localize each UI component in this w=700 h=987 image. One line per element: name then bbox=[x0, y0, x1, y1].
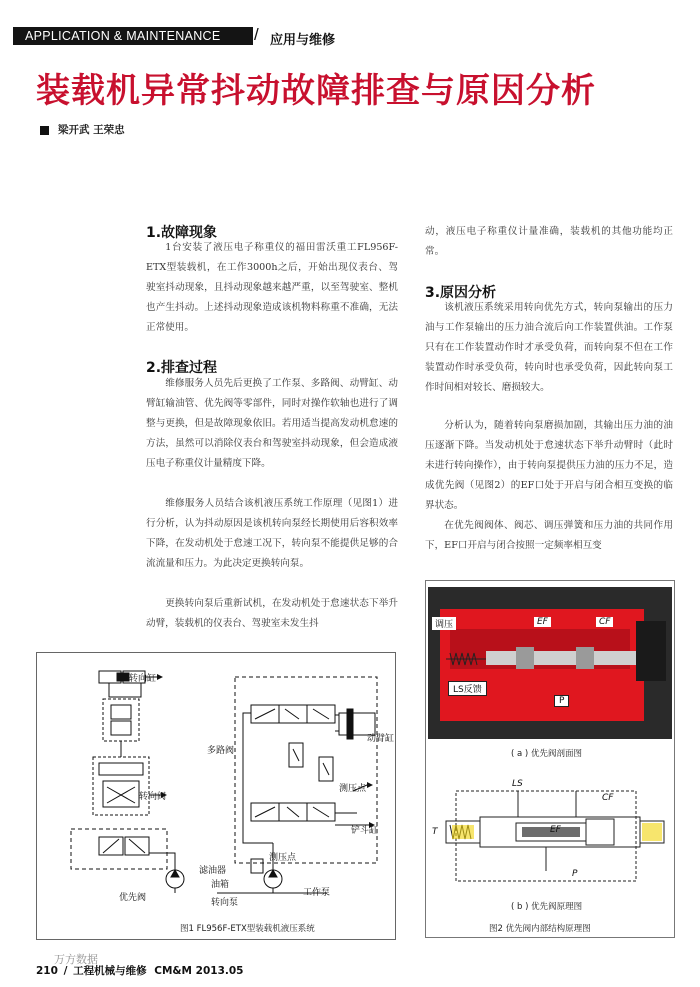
journal-name: 工程机械与维修 bbox=[73, 965, 147, 977]
section-2-paragraph-3-continued: 动，液压电子称重仪计量准确，装载机的其他功能均正常。 bbox=[425, 226, 673, 257]
label-bucket-cylinder: 铲斗缸 bbox=[351, 826, 379, 836]
label-t-port: T bbox=[432, 827, 438, 837]
page-number: 210 bbox=[36, 965, 58, 977]
watermark: 万方数据 bbox=[54, 953, 98, 966]
label-steering-valve: 转向阀 bbox=[139, 792, 167, 802]
figure-1-hydraulic-schematic bbox=[36, 652, 396, 940]
label-tank: 油箱 bbox=[211, 880, 230, 890]
label-boom-cylinder: 动臂缸 bbox=[367, 734, 395, 744]
label-ls-port-b: LS bbox=[512, 779, 523, 789]
label-test-point-2: 测压点 bbox=[269, 853, 297, 863]
section-2-paragraph-2: 维修服务人员结合该机液压系统工作原理（见图1）进行分析，认为抖动原因是该机转向泵经长期使用后容积效率下降，在发动机处于怠速工况下，转向泵不能提供足够的合流流量和压力。为此决定更换转向泵。 bbox=[146, 498, 398, 569]
label-steering-pump: 转向泵 bbox=[211, 898, 239, 908]
label-cf-port-a: CF bbox=[596, 617, 613, 627]
article-title: 装载机异常抖动故障排查与原因分析 bbox=[36, 71, 596, 111]
label-test-point-1: 测压点 bbox=[339, 784, 367, 794]
section-1-paragraph: 1台安装了液压电子称重仪的福田雷沃重工FL956F-ETX型装载机，在工作3000h之后，开始出现仪表台、驾驶室抖动现象，且抖动现象越来越严重，以至驾驶室、整机也产生抖动。上述抖动现象造成该机物料称重不准确，无法正常使用。 bbox=[146, 242, 398, 333]
journal-issue: CM&M 2013.05 bbox=[154, 965, 244, 977]
section-tag: 应用与维修 bbox=[270, 33, 336, 48]
section-band bbox=[13, 27, 253, 45]
section-2-paragraph-1: 维修服务人员先后更换了工作泵、多路阀、动臂缸、动臂缸输油管、优先阀等零部件，同时对操作软轴也进行了调整与更换，但是故障现象依旧。若用适当提高发动机怠速的方法，虽然可以消除仪表台和驾驶室抖动现象，但会造成液压电子称重仪计量精度下降。 bbox=[146, 378, 398, 469]
label-adjust-pressure: 调压 bbox=[432, 617, 456, 630]
authors-bullet bbox=[40, 126, 49, 135]
label-multiway-valve: 多路阀 bbox=[207, 746, 235, 756]
label-p-port-a: P bbox=[554, 695, 569, 707]
page-footer: 210 / 工程机械与维修 CM&M 2013.05 bbox=[36, 965, 244, 977]
figure-2b-caption: ( b ) 优先阀原理图 bbox=[511, 902, 583, 912]
label-ls-feedback: LS反馈 bbox=[448, 681, 487, 696]
priority-valve-drawing bbox=[426, 581, 674, 937]
figure-2-caption: 图2 优先阀内部结构原理图 bbox=[489, 924, 591, 934]
authors: 梁开武 王荣忠 bbox=[58, 124, 125, 136]
figure-2-priority-valve bbox=[425, 580, 675, 938]
section-3-heading: 3.原因分析 bbox=[425, 285, 497, 301]
label-p-port-b: P bbox=[572, 869, 578, 879]
label-ef-port-a: EF bbox=[534, 617, 551, 627]
section-band-text: APPLICATION & MAINTENANCE bbox=[25, 29, 221, 43]
section-1-heading: 1.故障现象 bbox=[146, 225, 218, 241]
figure-1-caption: 图1 FL956F-ETX型装载机液压系统 bbox=[180, 924, 315, 934]
label-cf-port-b: CF bbox=[602, 793, 614, 803]
band-slash: / bbox=[254, 25, 259, 44]
label-work-pump: 工作泵 bbox=[303, 888, 331, 898]
label-ef-port-b: EF bbox=[550, 825, 561, 835]
label-steering-cylinder: 转向缸 bbox=[129, 674, 157, 684]
section-3-paragraph-2: 分析认为，随着转向泵磨损加剧，其输出压力油的油压逐渐下降。当发动机处于怠速状态下举升动臂时（此时未进行转向操作），由于转向泵提供压力油的压力不足，造成优先阀（见图2）的EF口处于开启与闭合相互变换的临界状态。 bbox=[425, 420, 673, 511]
figure-2a-caption: ( a ) 优先阀剖面图 bbox=[511, 749, 582, 759]
section-3-paragraph-1: 该机液压系统采用转向优先方式，转向泵输出的压力油与工作泵输出的压力油合流后向工作装置供油。工作泵只有在工作装置动作时才承受负荷，而转向泵不但在工作装置动作时承受负荷，转向时也承受负荷，因此转向泵工作时间相对较长、磨损较大。 bbox=[425, 302, 673, 393]
section-3-paragraph-3: 在优先阀阀体、阀芯、调压弹簧和压力油的共同作用下，EF口开启与闭合按照一定频率相互变 bbox=[425, 520, 673, 551]
label-priority-valve: 优先阀 bbox=[119, 893, 147, 903]
section-2-heading: 2.排查过程 bbox=[146, 360, 218, 376]
label-filter: 滤油器 bbox=[199, 866, 227, 876]
section-2-paragraph-3: 更换转向泵后重新试机，在发动机处于怠速状态下举升动臂，装载机的仪表台、驾驶室未发生抖 bbox=[146, 598, 398, 629]
